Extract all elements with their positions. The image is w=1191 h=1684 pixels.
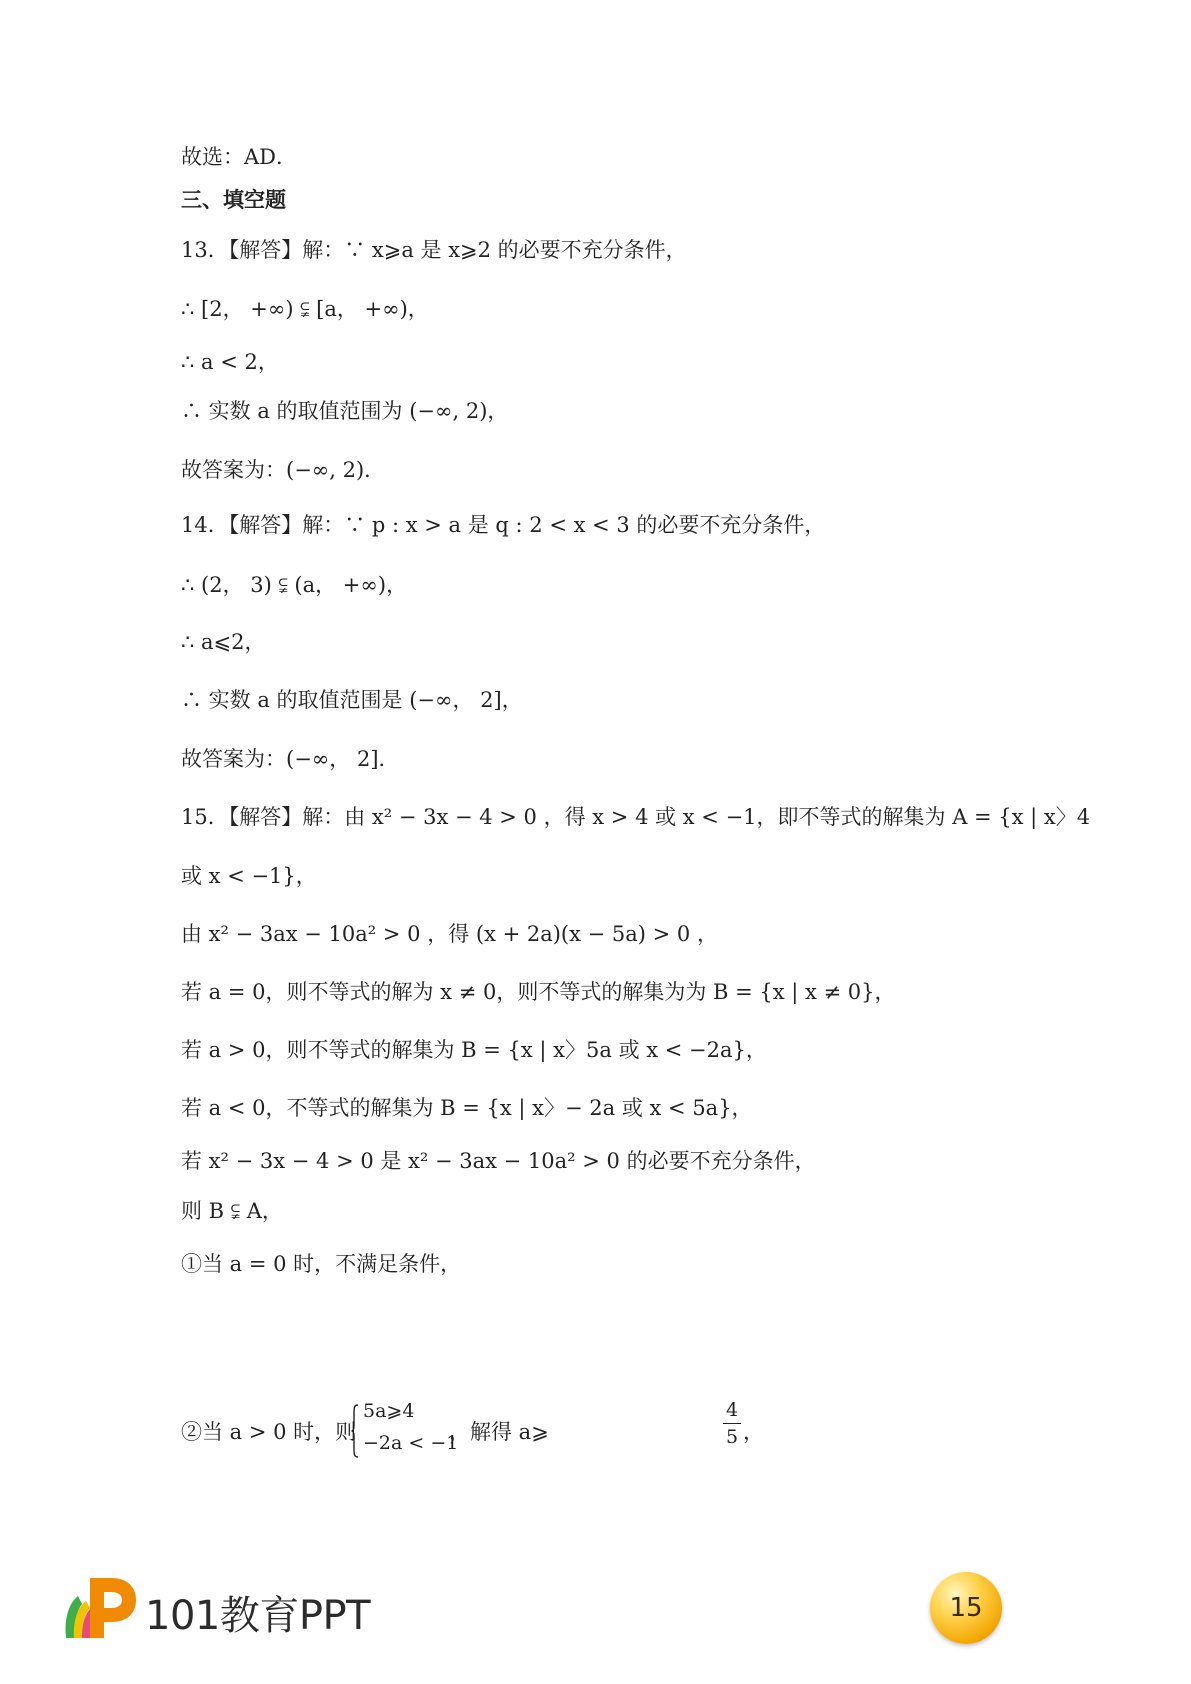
- text-line-q15-condition: 若 x² − 3x − 4 > 0 是 x² − 3ax − 10a² > 0 的必要不充分条件，: [181, 1149, 816, 1173]
- section-heading: 三、填空题: [181, 188, 286, 212]
- fraction-denominator: 5: [725, 1426, 739, 1448]
- page-number: 15: [949, 1593, 983, 1623]
- case-prefix: ②当 a > 0 时，则: [181, 1420, 357, 1444]
- text-line-q15-case-neg: 若 a < 0，不等式的解集为 B = {x | x〉− 2a 或 x < 5a}，: [181, 1096, 753, 1120]
- case-suffix: ，: [743, 1420, 764, 1444]
- brand-logo: [60, 1574, 380, 1644]
- text-line-answer-choice: 故选：AD．: [181, 145, 298, 169]
- text-line-q14-range: ∴ 实数 a 的取值范围是 (−∞， 2]，: [181, 688, 523, 712]
- case-row-1: 5a⩾4: [363, 1400, 415, 1422]
- fraction: [723, 1398, 741, 1449]
- brand-name: 101教育PPT: [145, 1593, 371, 1639]
- case-middle: ，解得 a⩾: [449, 1420, 549, 1444]
- text-line-q13-range: ∴ 实数 a 的取值范围为 (−∞, 2)，: [181, 399, 509, 423]
- text-line-q15-case-pos: 若 a > 0，则不等式的解集为 B = {x | x〉5a 或 x < −2a}，: [181, 1038, 767, 1062]
- case-row-2: −2a < −1: [363, 1432, 459, 1454]
- text-line-q13-subset: ∴ [2， +∞) ⫋ [a， +∞)，: [181, 297, 429, 321]
- text-line-q14-ineq: ∴ a⩽2，: [181, 630, 266, 654]
- fraction-bar: [723, 1423, 741, 1424]
- text-line-q13-answer: 故答案为：(−∞, 2)．: [181, 458, 386, 482]
- fraction-numerator: 4: [725, 1399, 739, 1421]
- page-number-badge: [930, 1572, 1002, 1644]
- text-line-q15-intro-cont: 或 x < −1}，: [181, 864, 317, 888]
- text-line-q15-sub1: ①当 a = 0 时，不满足条件，: [181, 1252, 462, 1276]
- text-line-q14-subset: ∴ (2， 3) ⫋ (a， +∞)，: [181, 573, 408, 597]
- text-line-q15-factor: 由 x² − 3ax − 10a² > 0 ，得 (x + 2a)(x − 5a) > 0 ，: [181, 922, 718, 946]
- text-line-q15-intro: 15．【解答】解：由 x² − 3x − 4 > 0 ，得 x > 4 或 x < −1，即不等式的解集为 A = {x | x〉4: [181, 805, 1091, 829]
- brand-p-icon: [60, 1574, 138, 1644]
- text-line-q15-case-zero: 若 a = 0，则不等式的解为 x ≠ 0，则不等式的解集为为 B = {x | x ≠ 0}，: [181, 980, 896, 1004]
- text-line-q14-answer: 故答案为：(−∞， 2]．: [181, 747, 400, 771]
- text-line-q14-intro: 14．【解答】解：∵ p : x > a 是 q : 2 < x < 3 的必要不充分条件，: [181, 513, 826, 537]
- left-brace-icon: [351, 1404, 359, 1458]
- text-line-q13-ineq: ∴ a < 2，: [181, 350, 279, 374]
- text-line-q15-subset: 则 B ⫋ A，: [181, 1199, 283, 1223]
- text-line-q13-intro: 13．【解答】解：∵ x⩾a 是 x⩾2 的必要不充分条件，: [181, 238, 687, 262]
